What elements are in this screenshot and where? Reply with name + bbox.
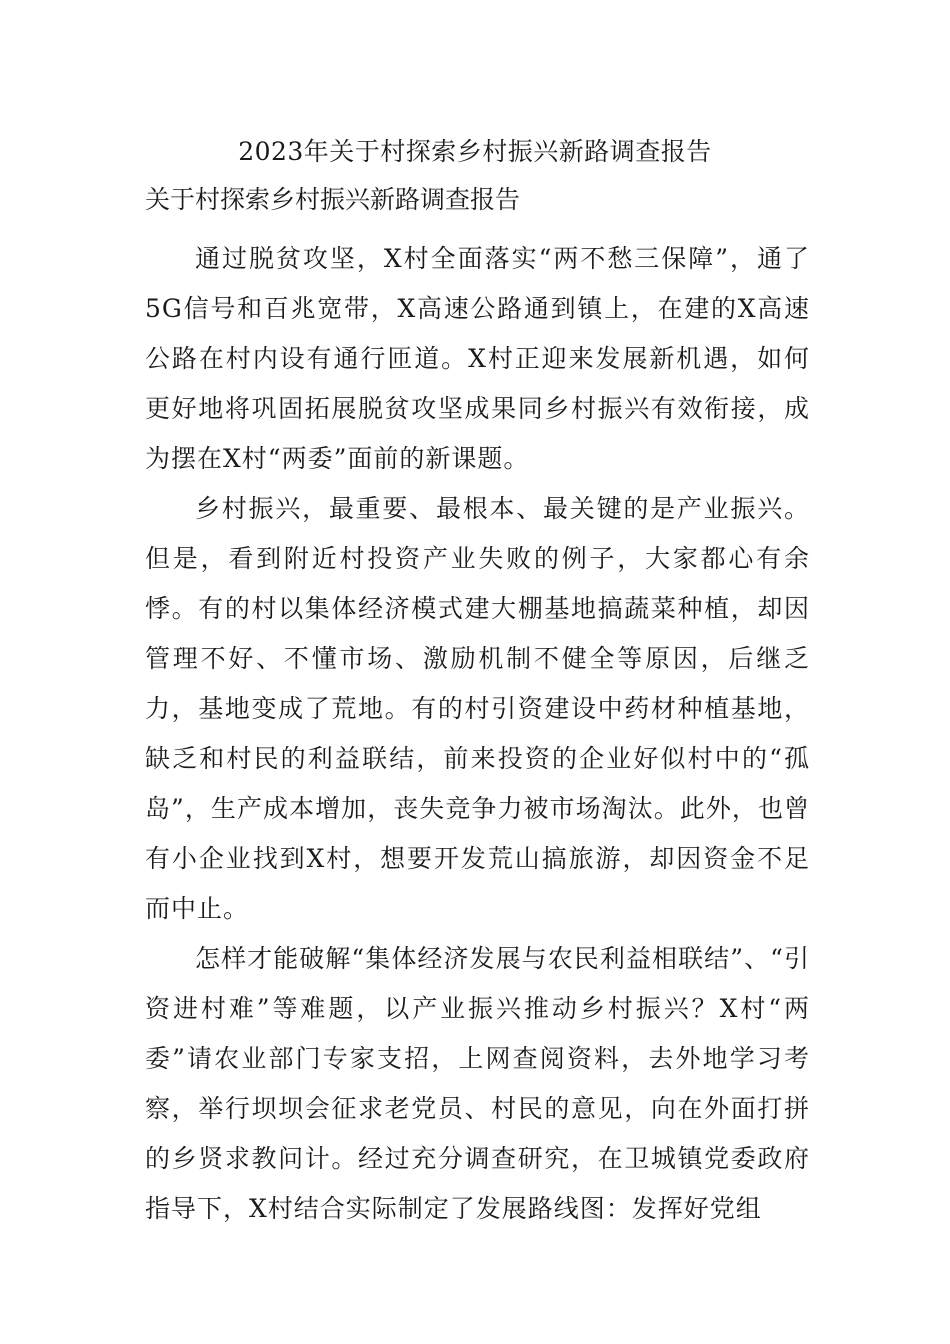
- document-subtitle: 关于村探索乡村振兴新路调查报告: [145, 185, 521, 214]
- document-body: [145, 234, 810, 1234]
- document-title: 2023年关于村探索乡村振兴新路调查报告: [238, 137, 712, 166]
- paragraph: 怎样才能破解“集体经济发展与农民利益相联结”、“引资进村难”等难题，以产业振兴推动乡村振兴？X村“两委”请农业部门专家支招，上网查阅资料，去外地学习考察，举行坝坝会征求老党员、村民的意见，向在外面打拼的乡贤求教问计。经过充分调查研究，在卫城镇党委政府指导下，X村结合实际制定了发展路线图：发挥好党组: [145, 944, 810, 1223]
- paragraph: 通过脱贫攻坚，X村全面落实“两不愁三保障”，通了5G信号和百兆宽带，X高速公路通到镇上，在建的X高速公路在村内设有通行匝道。X村正迎来发展新机遇，如何更好地将巩固拓展脱贫攻坚成果同乡村振兴有效衔接，成为摆在X村“两委”面前的新课题。: [145, 244, 810, 473]
- paragraph: 乡村振兴，最重要、最根本、最关键的是产业振兴。但是，看到附近村投资产业失败的例子，大家都心有余悸。有的村以集体经济模式建大棚基地搞蔬菜种植，却因管理不好、不懂市场、激励机制不健全等原因，后继乏力，基地变成了荒地。有的村引资建设中药材种植基地，缺乏和村民的利益联结，前来投资的企业好似村中的“孤岛”，生产成本增加，丧失竞争力被市场淘汰。此外，也曾有小企业找到X村，想要开发荒山搞旅游，却因资金不足而中止。: [145, 494, 810, 923]
